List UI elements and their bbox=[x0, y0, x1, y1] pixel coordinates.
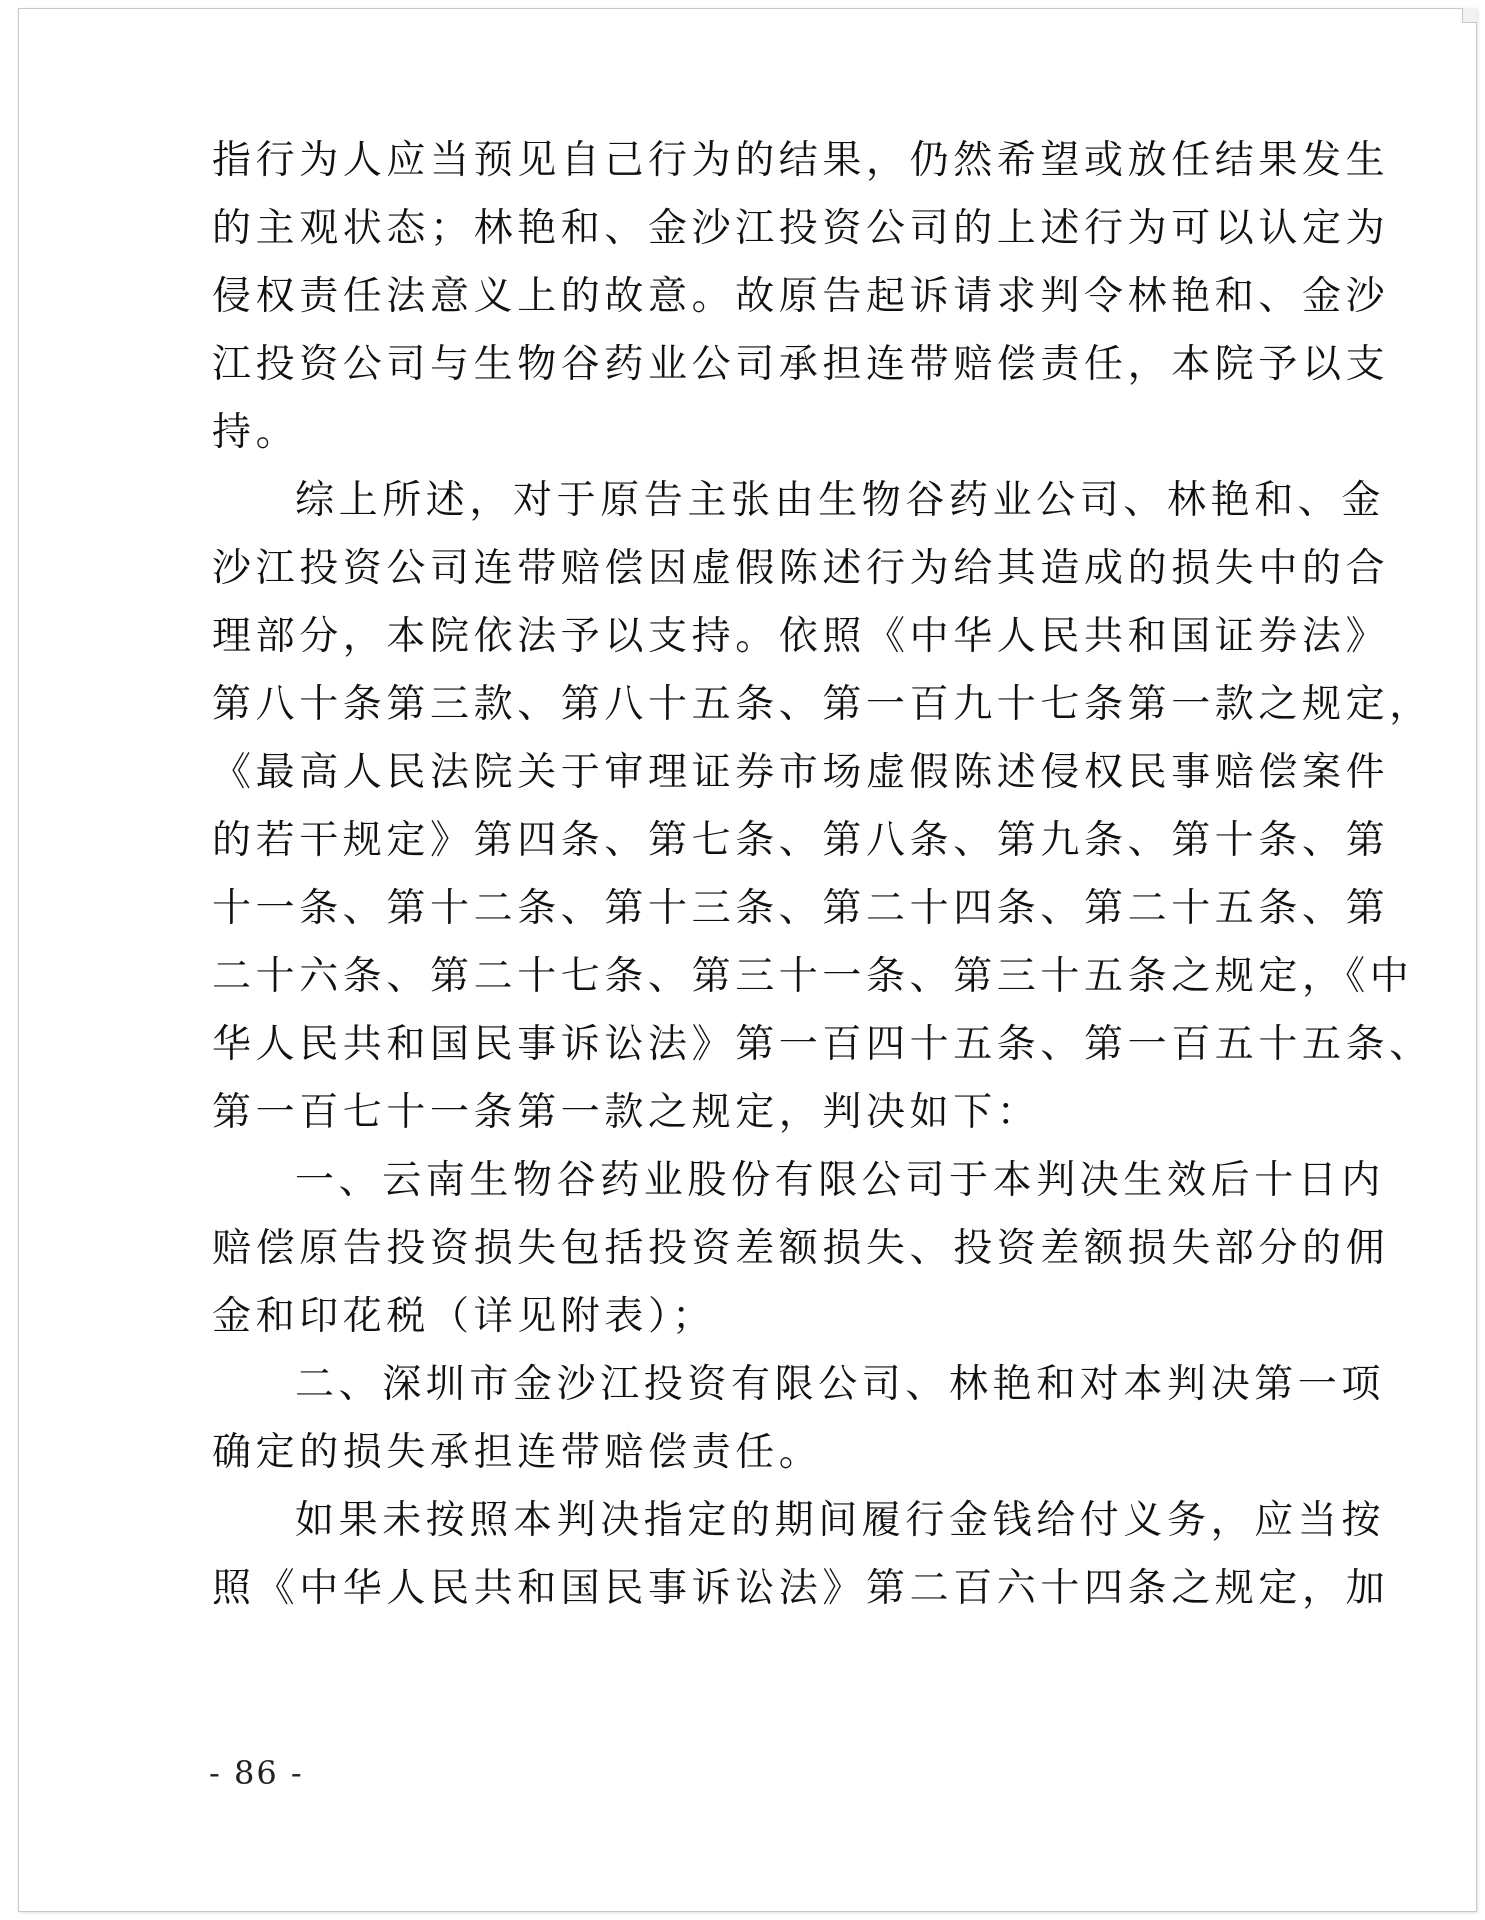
document-page bbox=[18, 8, 1477, 1912]
judgment-body-text bbox=[212, 127, 1433, 1623]
text-line: 二、深圳市金沙江投资有限公司、林艳和对本判决第一项 bbox=[295, 1362, 1386, 1407]
text-line: 金和印花税（详见附表）； bbox=[212, 1294, 716, 1339]
text-line: 十一条、第十二条、第十三条、第二十四条、第二十五条、第 bbox=[212, 886, 1390, 931]
text-line: 江投资公司与生物谷药业公司承担连带赔偿责任，本院予以支 bbox=[212, 342, 1390, 387]
text-line: 的若干规定》第四条、第七条、第八条、第九条、第十条、第 bbox=[212, 818, 1390, 863]
text-line: 侵权责任法意义上的故意。故原告起诉请求判令林艳和、金沙 bbox=[212, 274, 1390, 319]
text-line: 赔偿原告投资损失包括投资差额损失、投资差额损失部分的佣 bbox=[212, 1226, 1390, 1271]
text-line: 沙江投资公司连带赔偿因虚假陈述行为给其造成的损失中的合 bbox=[212, 546, 1390, 591]
text-line: 第八十条第三款、第八十五条、第一百九十七条第一款之规定， bbox=[212, 682, 1433, 727]
text-line: 照《中华人民共和国民事诉讼法》第二百六十四条之规定，加 bbox=[212, 1566, 1390, 1611]
text-line: 确定的损失承担连带赔偿责任。 bbox=[212, 1430, 823, 1475]
text-line: 一、云南生物谷药业股份有限公司于本判决生效后十日内 bbox=[295, 1158, 1386, 1203]
page-corner-fold bbox=[1462, 8, 1477, 23]
text-line: 持。 bbox=[212, 410, 300, 455]
text-line: 如果未按照本判决指定的期间履行金钱给付义务，应当按 bbox=[295, 1498, 1386, 1543]
text-line: 华人民共和国民事诉讼法》第一百四十五条、第一百五十五条、 bbox=[212, 1022, 1433, 1067]
page-number: - 86 - bbox=[209, 1754, 304, 1792]
text-line: 二十六条、第二十七条、第三十一条、第三十五条之规定，《中 bbox=[212, 954, 1414, 999]
text-line: 理部分，本院依法予以支持。依照《中华人民共和国证券法》 bbox=[212, 614, 1390, 659]
text-line: 综上所述，对于原告主张由生物谷药业公司、林艳和、金 bbox=[295, 478, 1386, 523]
text-line: 的主观状态；林艳和、金沙江投资公司的上述行为可以认定为 bbox=[212, 206, 1390, 251]
text-line: 指行为人应当预见自己行为的结果，仍然希望或放任结果发生 bbox=[212, 138, 1390, 183]
text-line: 《最高人民法院关于审理证券市场虚假陈述侵权民事赔偿案件 bbox=[212, 750, 1390, 795]
text-line: 第一百七十一条第一款之规定，判决如下： bbox=[212, 1090, 1041, 1135]
